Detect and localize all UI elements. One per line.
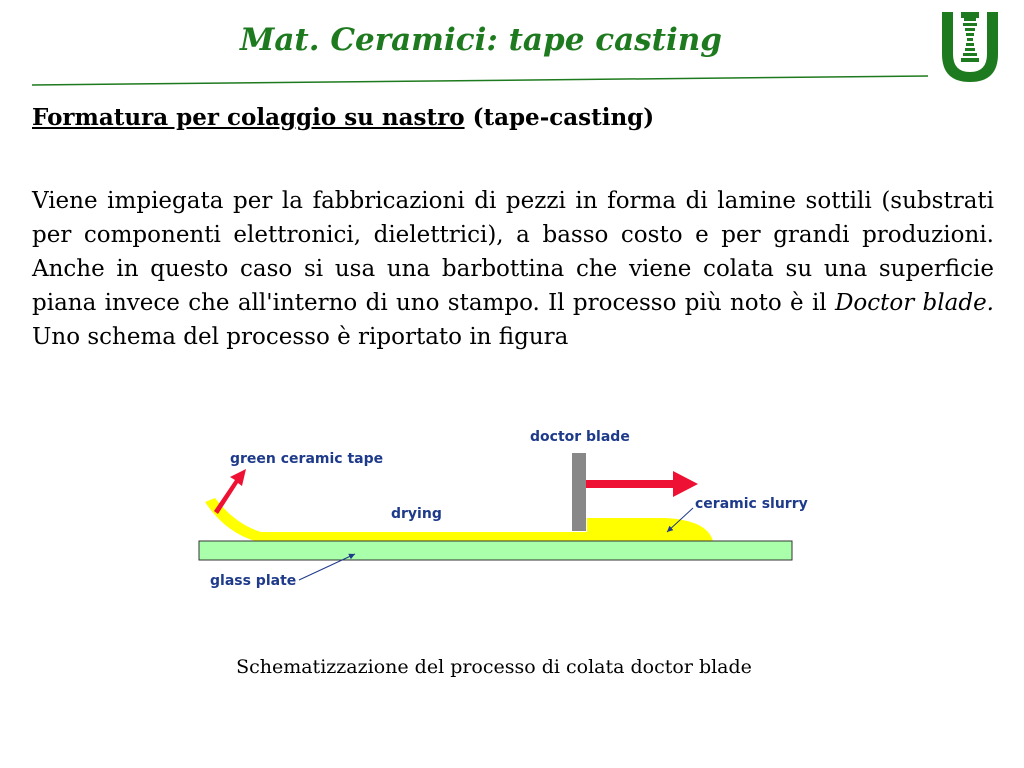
doctor-blade (572, 453, 586, 531)
section-heading (32, 104, 654, 131)
doctor-blade-diagram (195, 420, 815, 600)
university-tower-logo (936, 10, 1004, 84)
figure-caption: Schematizzazione del processo di colata doctor blade (236, 656, 752, 678)
body-text-2: Uno schema del processo è riportato in figura (32, 324, 569, 350)
label-green-tape: green ceramic tape (230, 451, 384, 467)
slide-title: Mat. Ceramici: tape casting (240, 22, 722, 58)
label-doctor-blade: doctor blade (530, 429, 630, 445)
body-text-italic: Doctor blade. (834, 290, 994, 316)
label-glass-plate: glass plate (210, 573, 297, 589)
motion-arrow (586, 471, 698, 497)
title-underline (32, 74, 928, 88)
body-text-1: Viene impiegata per la fabbricazioni di pezzi in forma di lamine sottili (substrati per componenti elettronici, dielettrici), a basso costo e per grandi produzioni. Anche in questo caso si usa una barbottina che viene colata su una superficie piana invece che all'interno di uno stampo. Il processo più noto è il (32, 188, 994, 316)
label-slurry: ceramic slurry (695, 496, 808, 512)
glass-plate (199, 541, 792, 560)
slurry-layer (205, 498, 713, 541)
section-heading-underlined: Formatura per colaggio su nastro (32, 104, 465, 131)
label-drying: drying (391, 506, 442, 522)
body-paragraph (32, 184, 994, 354)
section-heading-rest: (tape-casting) (464, 104, 655, 131)
tape-arrow (214, 469, 246, 514)
